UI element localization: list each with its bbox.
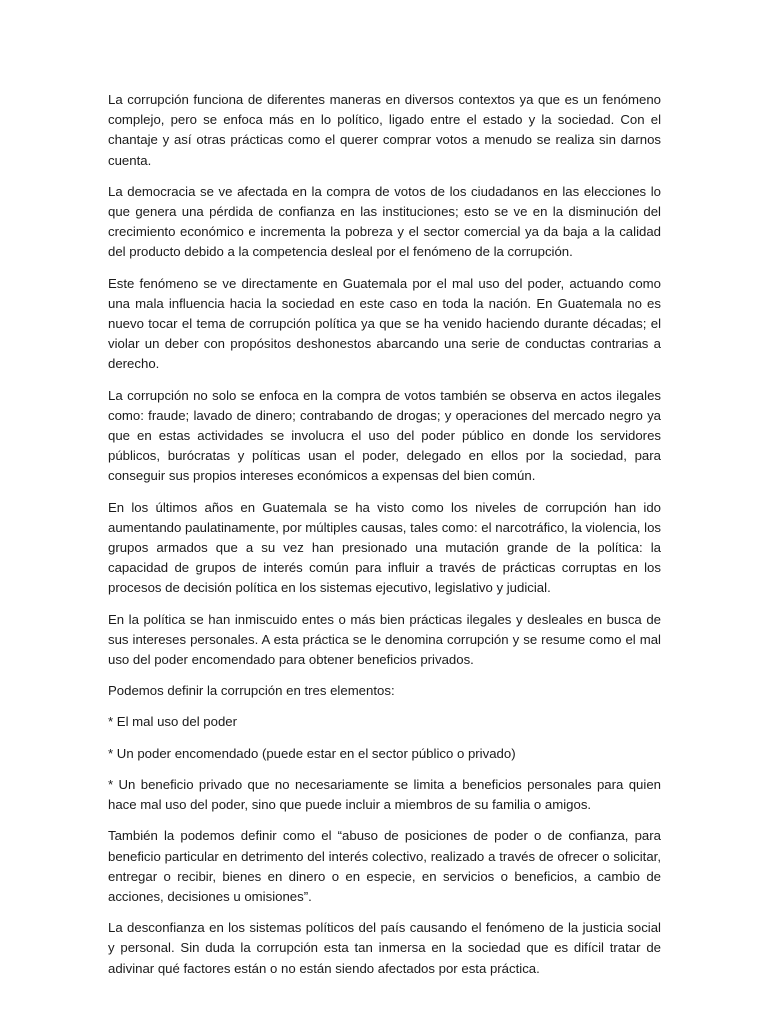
paragraph-1: La corrupción funciona de diferentes maneras en diversos contextos ya que es un fenómeno complejo, pero se enfoca más en lo político, ligado entre el estado y la sociedad. Con el chantaje y así otras prácticas como el querer comprar votos a menudo se realiza sin darnos cuenta. xyxy=(108,92,661,168)
paragraph-4: La corrupción no solo se enfoca en la compra de votos también se observa en actos ilegales como: fraude; lavado de dinero; contrabando de drogas; y operaciones del mercado negro ya que en estas actividades se involucra el uso del poder público en donde los servidores públicos, burócratas y políticas usan el poder, delegado en ellos por la sociedad, para conseguir sus propios intereses económicos a expensas del bien común. xyxy=(108,387,661,484)
list-item-2: * Un poder encomendado (puede estar en el sector público o privado) xyxy=(108,745,516,761)
paragraph-3: Este fenómeno se ve directamente en Guatemala por el mal uso del poder, actuando como una mala influencia hacia la sociedad en este caso en toda la nación. En Guatemala no es nuevo tocar el tema de corrupción política ya que se ha venido haciendo durante décadas; el violar un deber con propósitos deshonestos abarcando una serie de conductas contrarias a derecho. xyxy=(108,275,661,372)
paragraph-6: En la política se han inmiscuido entes o más bien prácticas ilegales y desleales en busca de sus intereses personales. A esta práctica se le denomina corrupción y se resume como el mal uso del poder encomendado para obtener beneficios privados. xyxy=(108,611,661,668)
list-item-1: * El mal uso del poder xyxy=(108,714,238,730)
document-page xyxy=(108,90,661,990)
paragraph-5: En los últimos años en Guatemala se ha visto como los niveles de corrupción han ido aumentando paulatinamente, por múltiples causas, tales como: el narcotráfico, la violencia, los grupos armados que a su vez han presionado una mutación grande de la política: la capacidad de grupos de interés común para influir a través de prácticas corruptas en los procesos de decisión política en los sistemas ejecutivo, legislativo y judicial. xyxy=(108,499,661,596)
list-item-3: * Un beneficio privado que no necesariamente se limita a beneficios personales para quien hace mal uso del poder, sino que puede incluir a miembros de su familia o amigos. xyxy=(108,776,661,813)
paragraph-conclusion: La desconfianza en los sistemas políticos del país causando el fenómeno de la justicia social y personal. Sin duda la corrupción esta tan inmersa en la sociedad que es difícil tratar de adivinar qué factores están o no están siendo afectados por esta práctica. xyxy=(108,920,661,976)
paragraph-definition: También la podemos definir como el “abuso de posiciones de poder o de confianza, para beneficio particular en detrimento del interés colectivo, realizado a través de ofrecer o solicitar, entregar o recibir, bienes en dinero o en especie, en servicios o beneficios, a cambio de acciones, decisiones u omisiones”. xyxy=(108,828,661,904)
paragraph-2: La democracia se ve afectada en la compra de votos de los ciudadanos en las elecciones lo que genera una pérdida de confianza en las instituciones; esto se ve en la disminución del crecimiento económico e incrementa la pobreza y el sector comercial ya da baja a la calidad del producto debido a la competencia desleal por el fenómeno de la corrupción. xyxy=(108,183,661,260)
list-intro: Podemos definir la corrupción en tres elementos: xyxy=(108,683,395,699)
